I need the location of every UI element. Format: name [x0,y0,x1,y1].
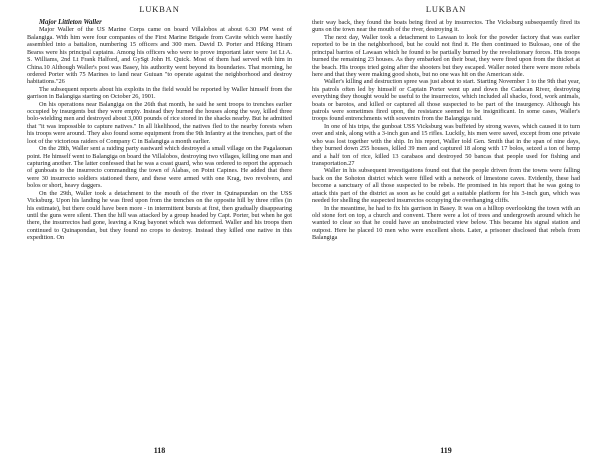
paragraph: Waller in his subsequent investigations found out that the people driven from the towns were falling back on the Sohoton district which were filled with a network of limestone caves. Evidently, these had become a sanctuary of all those suspected to be rebels. He promised in his report that he was going to attack this part of the district as soon as he could get a suitable platform for his 3-inch gun, which was needed for shelling the suspected insurrectos occupying the overhanging cliffs. [312,167,580,205]
running-head: LUKBAN [425,5,467,14]
right-page [300,0,600,463]
paragraph: Waller's killing and destruction spree was just about to start. Starting November 1 to the 9th that year, his patrols often led by himself or Captain Porter went up and down the Cadacan River, destroying everything they thought would be useful to the insurrectos, which included all shacks, food, work animals, boats or barotos, and killed or captured all those suspected to be part of the insurgency. Although his patrols were sometimes fired upon, the resistance seemed to be insignificant. In some cases, Waller's troops found entrenchments with souvenirs from the Balangiga raid. [312,78,580,123]
section-heading: Major Littleton Waller [39,19,102,26]
paragraph: On his operations near Balangiga on the 26th that month, he said he sent troops to trenches earlier occupied by insurgents but they were empty. Instead they burned the houses along the way, killed three bolo-wielding men and destroyed about 3,000 pounds of rice stored in the shacks nearby. But he admitted that "it was impossible to capture natives." In all likelihood, the natives fled to the nearby forests when his troops were around. They also found some equipment from the 9th Infantry at the trenches, part of the loot of the victorious raiders of Company C in Balangiga a month earlier. [27,100,292,145]
paragraph: The next day, Waller took a detachment to Lawaan to look for the powder factory that was earlier reported to be in the neighborhood, but he could not find it. He then continued to Bulosao, one of the principal barrios of Lawaan which he found to be partially burned by the revolutionary forces. His troops burned the remaining 23 houses. As they embarked on their boat, they were fired upon from the thicket at the beach. His troops tried going after the shooters but they escaped. Waller noted there were more rebels here and that they were making good shots, but no one was hit on the American side. [312,33,580,78]
paragraph: Major Waller of the US Marine Corps came on board Villalobos at about 6.30 PM west of Balangiga. With him were four companies of the First Marine Brigade from Cavite which were hastily assembled into a battalion, numbering 15 officers and 300 men. David D. Porter and Hiking Hiram Bearss were his principal captains. Among his officers who were to prove important later were 1st Lt A. S. Williams, 2nd Lt Frank Halford, and GySgt John H. Quick. Most of them had served with him in China.10 Although Waller's post was Basey, his authority went beyond its boundaries. That morning, he ordered Porter with 75 Marines to land near Guiuan "to operate against the neighborhood and destroy habitations."26 [27,26,292,86]
paragraph: On the 29th, Waller took a detachment to the mouth of the river in Quinapundan on the USS Vicksburg. Upon his landing he was fired upon from the trenches on the opposite hill by three rifles (in his estimate), but there could have been more - in intermittent bursts at first, then gradually disappearing until the guns were silent. Then the hill was attacked by a group headed by Capt. Porter, but when he got there, the insurrectos had gone, leaving a Krag bayonet which was deformed. Waller and his troops then continued to Quinapondan, but they found no crops to destroy. Instead they killed one native in this expedition. On [27,189,292,242]
paragraph: their way back, they found the boats being fired at by insurrectos. The Vicksburg subsequently fired its guns on the town near the mouth of the river, destroying it. [312,19,580,34]
page-number: 119 [440,446,452,455]
running-head: LUKBAN [139,5,180,14]
paragraph: The subsequent reports about his exploits in the field would be reported by Waller himself from the garrison in Balangiga starting on October 26, 1901. [27,85,292,101]
paragraph: In the meantime, he had to fix his garrison in Basey. It was on a hilltop overlooking the town with an old stone fort on top, a church and convent. There were a lot of trees and undergrowth around which he wanted to clear so that he could have an unobstructed view below. This became his signal station and outpost. Here he placed 10 men who were excellent shots. Later, a prisoner disclosed that rebels from Balangiga [312,204,580,242]
paragraph: In one of his trips, the gunboat USS Vicksburg was buffeted by strong waves, which caused it to turn over and sink, along with a 3-inch gun and 15 rifles. Luckily, his men were saved, except from one private who was lost together with the ship. In his report, Waller told Gen. Smith that in the span of nine days, they burned down 255 houses, killed 39 men and captured 18 along with 17 bolos, seized a ton of hemp and a half ton of rice, killed 13 carabaos and destroyed 50 bancas that people used for fishing and transportation.27 [312,122,580,168]
page-body [312,19,580,242]
page-number: 118 [153,446,166,455]
paragraph: On the 28th, Waller sent a raiding party eastward which destroyed a small village on the Pagalaonan point. He himself went to Balangiga on board the Villalobos, destroying two villages, killing one man and capturing another. The latter confessed that he was a coast guard, who was ordered to report the approach of gunboats to the insurrecto commanding the town of Alabas, on Point Capines. He added that there were 30 insurrecto soldiers stationed there, and these were armed with one Krag, two revolvers, and bolos or short, heavy daggers. [27,145,292,190]
page-body [27,19,292,242]
